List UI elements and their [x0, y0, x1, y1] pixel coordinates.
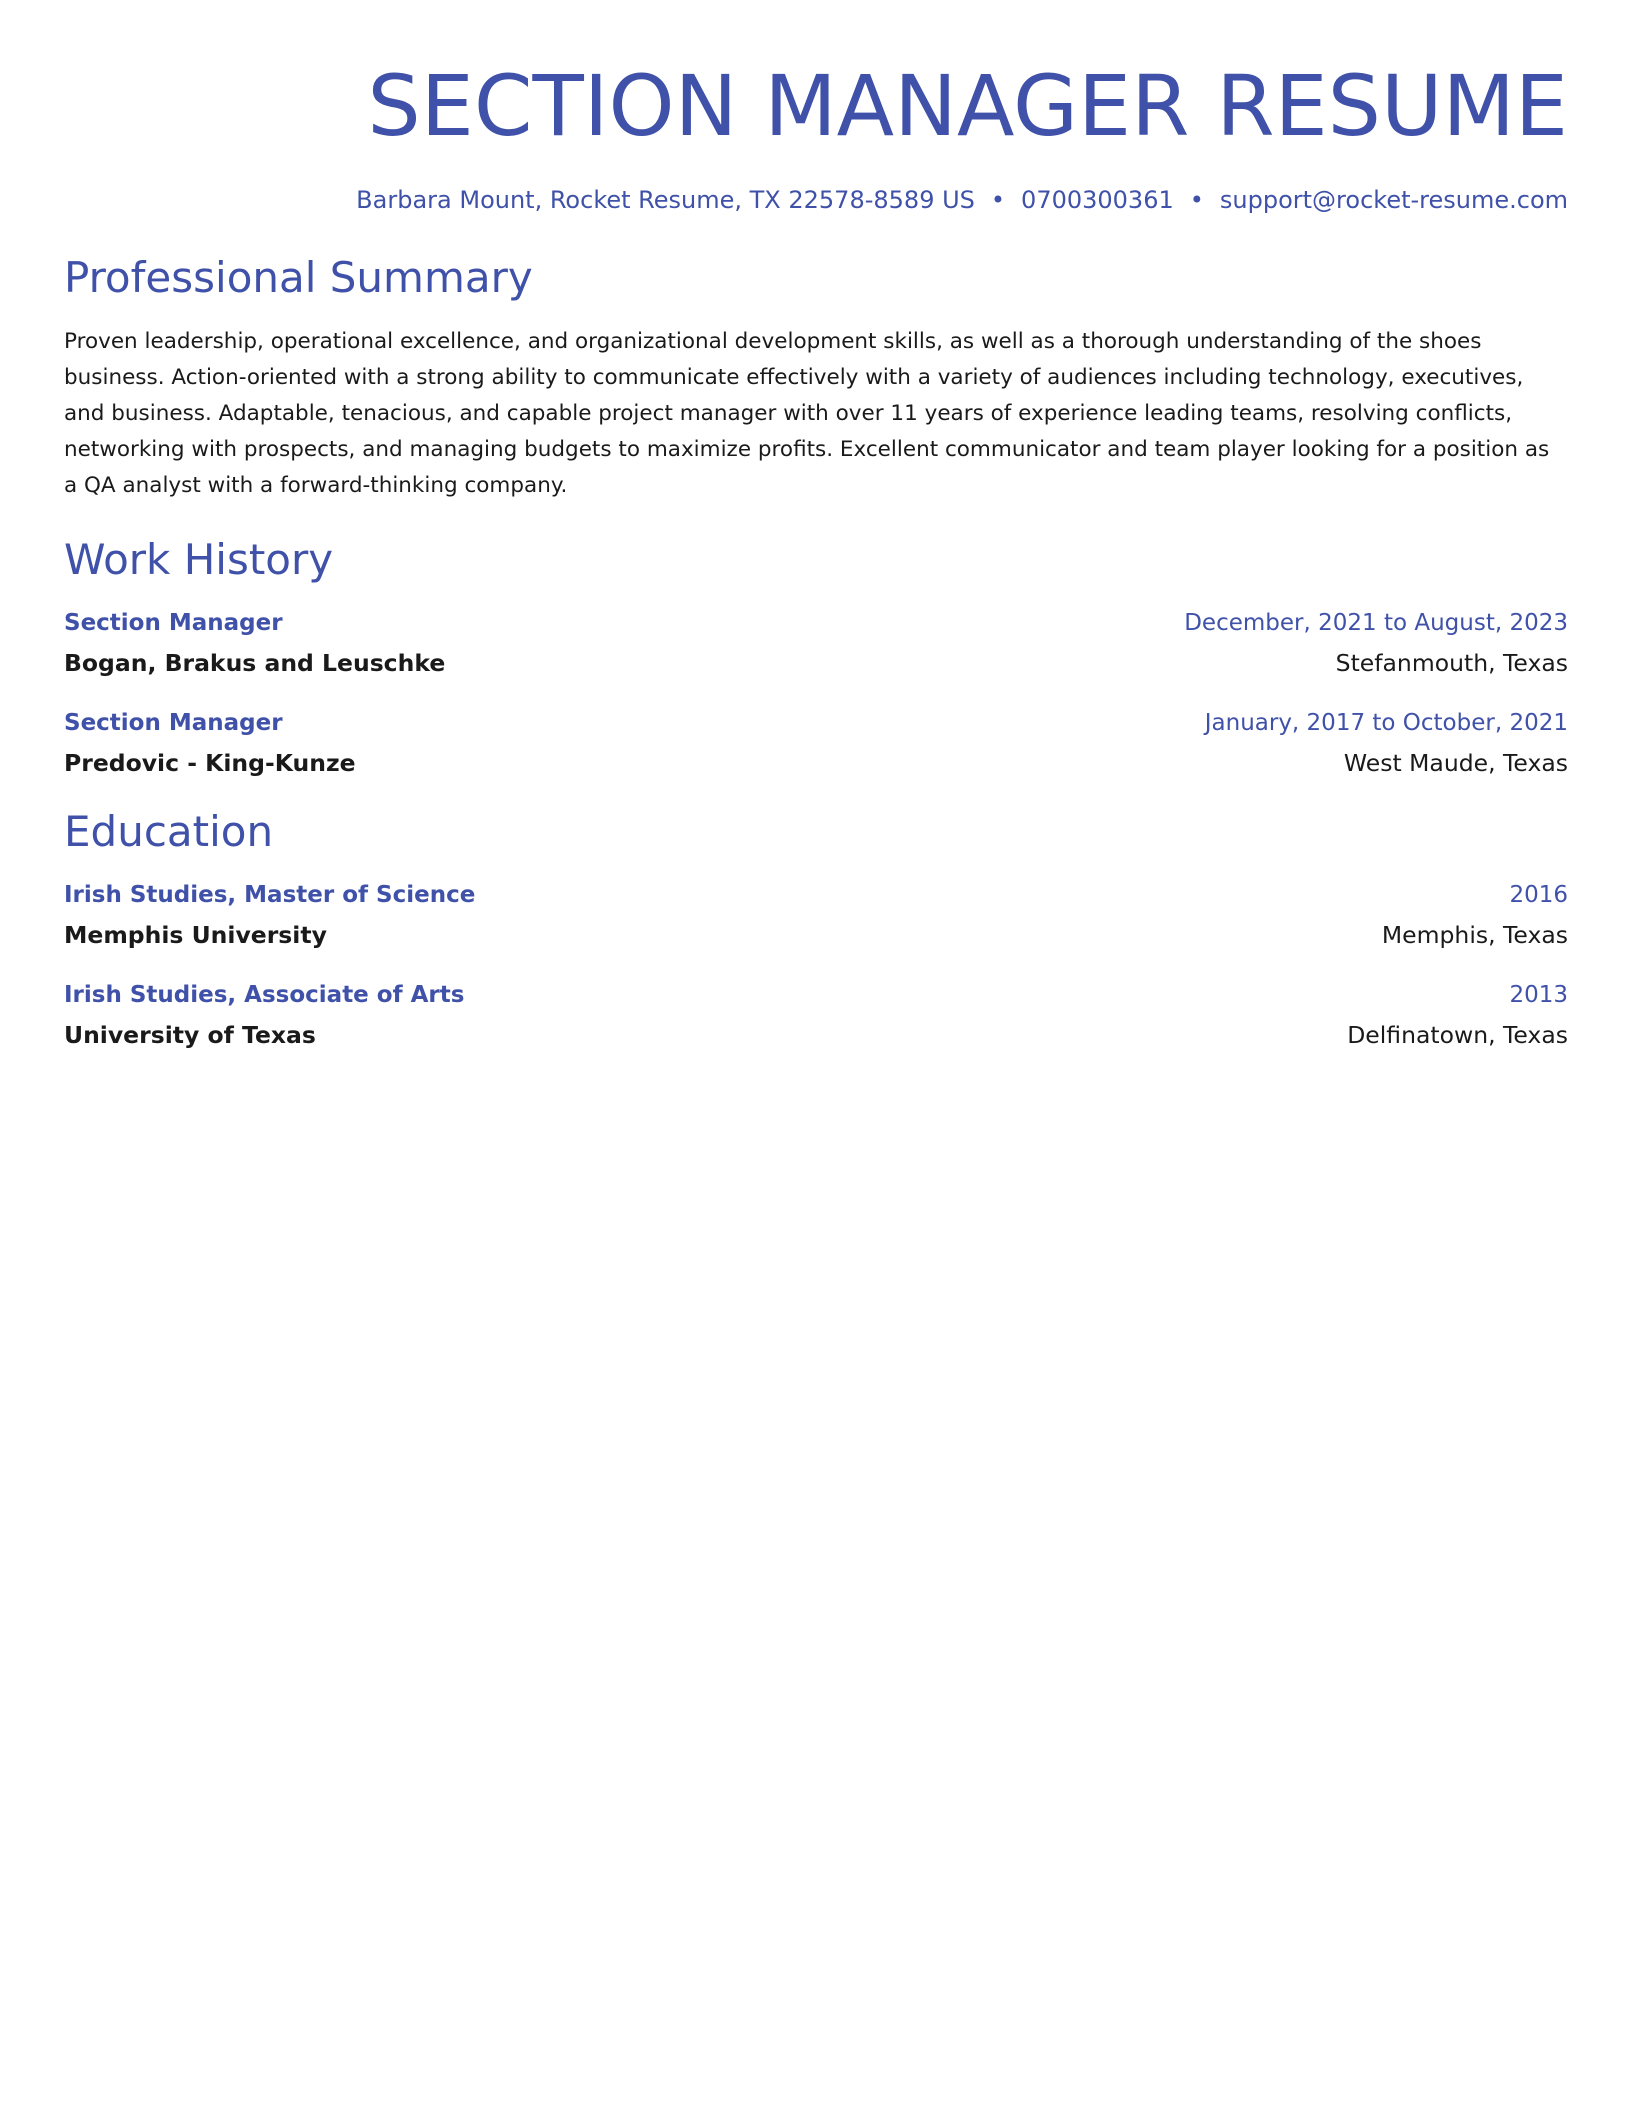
education-entry [64, 980, 1568, 1050]
job-title: Section Manager [64, 610, 283, 636]
work-entry [64, 708, 1568, 778]
degree-title: Irish Studies, Master of Science [64, 882, 476, 908]
school-name: Memphis University [64, 921, 327, 949]
work-entry [64, 608, 1568, 678]
contact-separator: • [990, 186, 1006, 214]
contact-separator: • [1189, 186, 1204, 214]
school-name: University of Texas [64, 1021, 316, 1049]
education-heading: Education [64, 807, 274, 856]
education-list [64, 880, 1568, 1050]
job-dates: December, 2021 to August, 2023 [1184, 610, 1568, 636]
summary-heading: Professional Summary [64, 253, 533, 302]
graduation-year: 2013 [1509, 982, 1568, 1008]
education-entry [64, 880, 1568, 950]
job-location: West Maude, Texas [1343, 749, 1568, 777]
degree-title: Irish Studies, Associate of Arts [64, 982, 465, 1008]
work-history-list [64, 608, 1568, 778]
contact-line [64, 184, 1568, 216]
school-location: Memphis, Texas [1381, 921, 1568, 949]
company-name: Predovic - King-Kunze [64, 749, 356, 777]
contact-email[interactable]: support@rocket-resume.com [1219, 186, 1568, 214]
summary-text: Proven leadership, operational excellence, and organizational development skills, as well as a thorough understanding of the shoes business. Action-oriented with a strong ability to communicate effectively with a variety of audiences including technology, executives, and business. Adaptable, tenacious, and capable project manager with over 11 years of experience leading teams, resolving conflicts, networking with prospects, and managing budgets to maximize profits. Excellent communicator and team player looking for a position as a QA analyst with a forward-thinking company. [64, 329, 1550, 498]
school-location: Delfinatown, Texas [1347, 1021, 1568, 1049]
contact-address: Barbara Mount, Rocket Resume, TX 22578-8589 US [356, 186, 975, 214]
work-history-heading: Work History [64, 535, 334, 584]
resume-title: SECTION MANAGER RESUME [367, 57, 1568, 155]
job-dates: January, 2017 to October, 2021 [1204, 710, 1568, 736]
contact-phone[interactable]: 0700300361 [1021, 186, 1174, 214]
graduation-year: 2016 [1509, 882, 1568, 908]
job-location: Stefanmouth, Texas [1335, 649, 1568, 677]
company-name: Bogan, Brakus and Leuschke [64, 649, 446, 677]
job-title: Section Manager [64, 710, 283, 736]
